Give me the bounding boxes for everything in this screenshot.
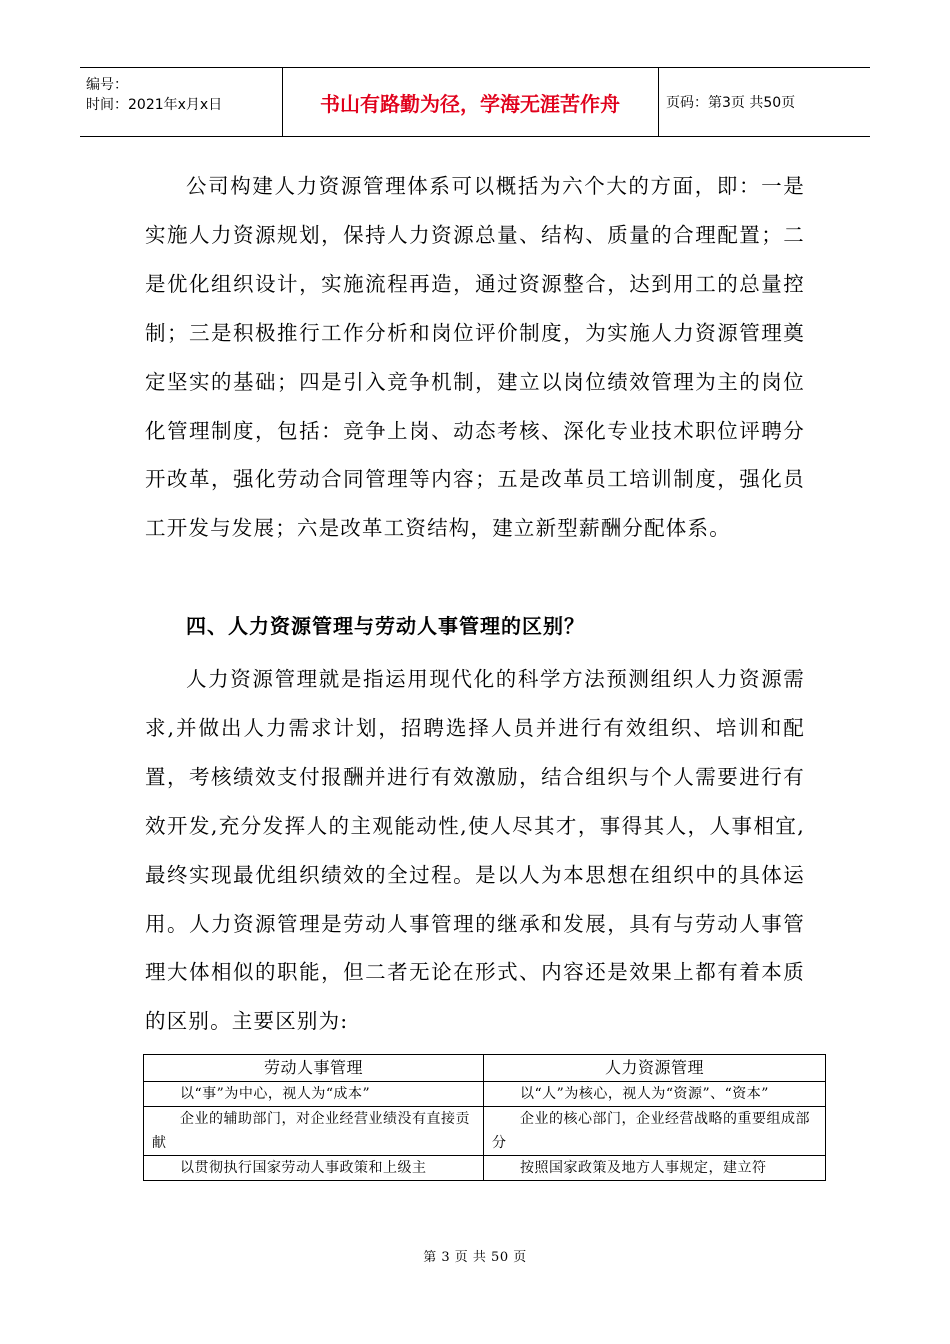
comparison-table	[143, 1054, 826, 1181]
table-cell: 以“事”为中心，视人为“成本”	[144, 1082, 484, 1107]
section-heading: 四、人力资源管理与劳动人事管理的区别？	[186, 614, 585, 638]
page-footer: 第 3 页 共 50 页	[423, 1250, 527, 1265]
table-row	[144, 1156, 826, 1181]
number-label: 编号：	[86, 77, 128, 93]
paragraph-hr-system: 公司构建人力资源管理体系可以概括为六个大的方面，即：一是实施人力资源规划，保持人力资源总量、结构、质量的合理配置；二是优化组织设计，实施流程再造，通过资源整合，达到用工的总量控制；三是积极推行工作分析和岗位评价制度，为实施人力资源管理奠定坚实的基础；四是引入竞争机制，建立以岗位绩效管理为主的岗位化管理制度，包括：竞争上岗、动态考核、深化专业技术职位评聘分开改革，强化劳动合同管理等内容；五是改革员工培训制度，强化员工开发与发展；六是改革工资结构，建立新型薪酬分配体系。	[145, 174, 805, 541]
table-cell: 以贯彻执行国家劳动人事政策和上级主	[144, 1156, 484, 1181]
table-cell: 企业的辅助部门，对企业经营业绩没有直接贡献	[144, 1107, 484, 1156]
table-header-labor: 劳动人事管理	[144, 1055, 484, 1082]
table-cell: 按照国家政策及地方人事规定，建立符	[484, 1156, 826, 1181]
table-cell: 以“人”为核心，视人为“资源”、“资本”	[484, 1082, 826, 1107]
paragraph-hr-definition: 人力资源管理就是指运用现代化的科学方法预测组织人力资源需求,并做出人力需求计划，招聘选择人员并进行有效组织、培训和配置，考核绩效支付报酬并进行有效激励，结合组织与个人需要进行有效开发,充分发挥人的主观能动性,使人尽其才，事得其人，人事相宜,最终实现最优组织绩效的全过程。是以人为本思想在组织中的具体运用。人力资源管理是劳动人事管理的继承和发展，具有与劳动人事管理大体相似的职能，但二者无论在形式、内容还是效果上都有着本质的区别。主要区别为:	[145, 667, 805, 1034]
table-row	[144, 1082, 826, 1107]
table-header-hr: 人力资源管理	[484, 1055, 826, 1082]
table-cell: 企业的核心部门，企业经营战略的重要组成部分	[484, 1107, 826, 1156]
table-header-row	[144, 1055, 826, 1082]
header-page-info: 页码：第3页 共50页	[666, 95, 796, 111]
time-label: 时间：2021年x月x日	[86, 97, 223, 113]
page-header	[80, 67, 870, 137]
header-meta	[80, 68, 283, 136]
header-motto: 书山有路勤为径，学海无涯苦作舟	[282, 68, 659, 136]
table-row	[144, 1107, 826, 1156]
